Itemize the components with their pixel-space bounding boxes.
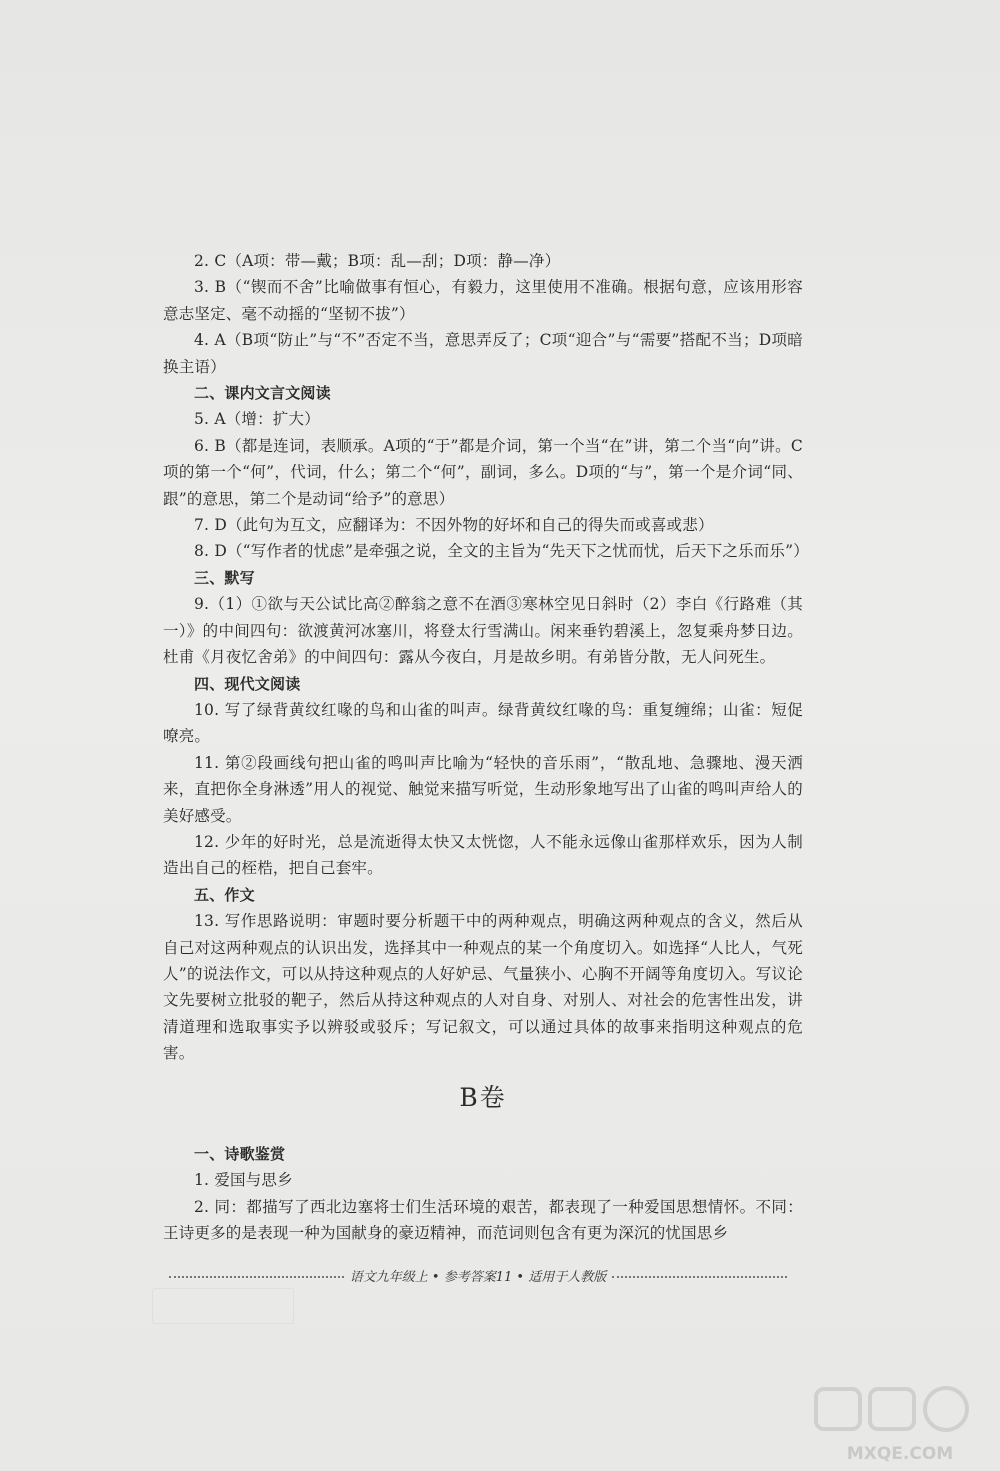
answer-paragraph: 13. 写作思路说明：审题时要分析题干中的两种观点，明确这两种观点的含义，然后从自己对这两种观点的认识出发，选择其中一种观点的某一个角度切入。如选择“人比人，气死人”的说法作文，可以从持这种观点的人好妒忌、气量狭小、心胸不开阔等角度切入。写议论文先要树立批驳的靶子，然后从持这种观点的人对自身、对别人、对社会的危害性出发，讲清道理和选取事实予以辨驳或驳斥；写记叙文，可以通过具体的故事来指明这种观点的危害。 (163, 912, 803, 1063)
section-heading: 一、诗歌鉴赏 (194, 1145, 286, 1163)
answer-paragraph: 8. D（“写作者的忧虑”是牵强之说，全文的主旨为“先天下之忧而忧，后天下之乐而乐”） (194, 542, 809, 561)
answer-paragraph: 4. A（B项“防止”与“不”否定不当，意思弄反了；C项“迎合”与“需要”搭配不当；D项暗换主语） (163, 331, 803, 376)
answer-paragraph: 2. C（A项：带—戴；B项：乱—刮；D项：静—净） (194, 252, 561, 270)
watermark-logo (814, 1385, 986, 1465)
answer-paragraph: 2. 同：都描写了西北边塞将士们生活环境的艰苦，都表现了一种爱国思想情怀。不同：王诗更多的是表现一种为国献身的豪迈精神，而范词则包含有更为深沉的忧国思乡 (163, 1197, 803, 1243)
answer-paragraph: 9.（1）①欲与天公试比高②醉翁之意不在酒③寒林空见日斜时（2）李白《行路难（其一）》的中间四句：欲渡黄河冰塞川，将登太行雪满山。闲来垂钓碧溪上，忽复乘舟梦日边。杜甫《月夜忆舍弟》的中间四句：露从今夜白，月是故乡明。有弟皆分散，无人问死生。 (163, 595, 803, 667)
answer-paragraph: 5. A（增：扩大） (194, 410, 320, 429)
section-heading: 四、现代文阅读 (194, 674, 301, 693)
section-heading: 三、默写 (194, 568, 255, 587)
footer-dots-left (169, 1276, 344, 1278)
answer-paragraph: 12. 少年的好时光，总是流逝得太快又太恍惚，人不能永远像山雀那样欢乐，因为人制造出自己的桎梏，把自己套牢。 (163, 832, 803, 878)
section-heading: 二、课内文言文阅读 (194, 384, 331, 403)
answer-paragraph: 11. 第②段画线句把山雀的鸣叫声比喻为“轻快的音乐雨”，“散乱地、急骤地、漫天洒来，直把你全身淋透”用人的视觉、触觉来描写听觉，生动形象地写出了山雀的鸣叫声给人的美好感受。 (163, 753, 803, 825)
answer-paragraph: 1. 爱国与思乡 (194, 1171, 293, 1190)
answer-paragraph: 6. B（都是连词，表顺承。A项的“于”都是介词，第一个当“在”讲，第二个当“向”讲。C项的第一个“何”，代词，什么；第二个“何”，副词，多么。D项的“与”，第一个是介词“同、跟”的意思，第二个是动词“给予”的意思） (163, 436, 803, 508)
page-footer (163, 1266, 793, 1285)
bleed-through-mark (152, 1288, 294, 1324)
answer-paragraph: 10. 写了绿背黄纹红喙的鸟和山雀的叫声。绿背黄纹红喙的鸟：重复缠绵；山雀：短促嘹亮。 (163, 700, 803, 746)
footer-text: 语文九年级上 • 参考答案11 • 适用于人教版 (349, 1270, 607, 1285)
answer-paragraph: 3. B（“锲而不舍”比喻做事有恒心，有毅力，这里使用不准确。根据句意，应该用形容意志坚定、毫不动摇的“坚韧不拔”） (163, 278, 803, 323)
answer-paragraph: 7. D（此句为互文，应翻译为：不因外物的好坏和自己的得失而或喜或悲） (194, 516, 714, 535)
footer-dots-right (612, 1276, 787, 1278)
section-heading: 五、作文 (194, 885, 255, 904)
answer-content (163, 248, 809, 1247)
section-title-b: B卷 (459, 1082, 507, 1112)
watermark-text: MXQE.COM (846, 1444, 954, 1464)
